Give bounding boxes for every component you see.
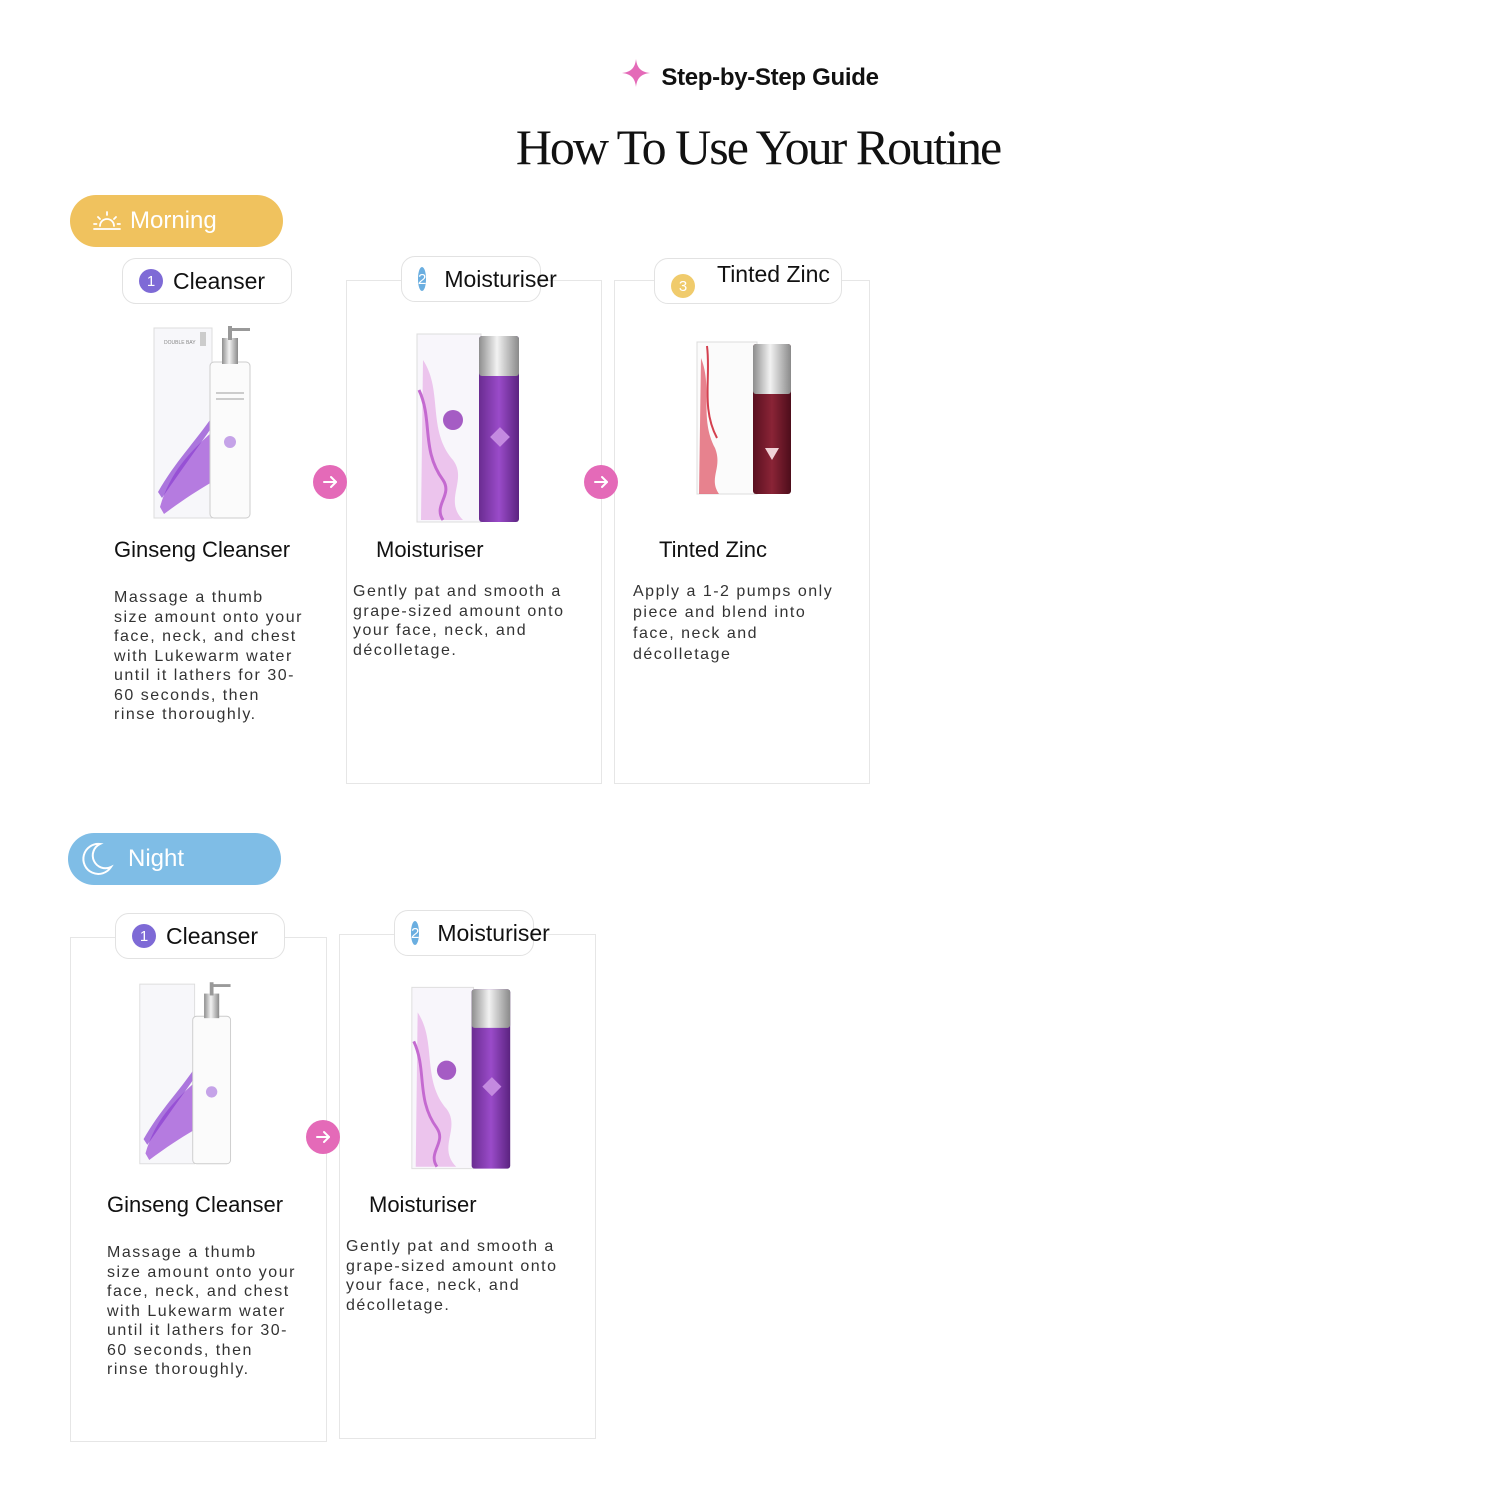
night-badge xyxy=(68,833,281,885)
night-label: Night xyxy=(128,845,185,872)
product-instructions: Apply a 1-2 pumps only piece and blend into face, neck and décolletage xyxy=(633,583,834,663)
product-name: Ginseng Cleanser xyxy=(107,1192,284,1217)
product-name: Moisturiser xyxy=(376,537,484,562)
sunrise-icon xyxy=(92,209,122,233)
product-instructions: Massage a thumb size amount onto your face, neck, and chest with Lukewarm water until it lathers for 30-60 seconds, then rinse thoroughly. xyxy=(114,589,303,723)
step-number: 2 xyxy=(411,921,419,945)
svg-text:DOUBLE BAY: DOUBLE BAY xyxy=(164,340,196,346)
tag-label: Moisturiser xyxy=(444,265,557,292)
eyebrow-text: Step-by-Step Guide xyxy=(661,63,879,91)
guide-eyebrow xyxy=(0,62,1500,95)
product-name: Ginseng Cleanser xyxy=(114,537,291,562)
arrow-right-icon xyxy=(320,472,340,492)
cleanser-product-image xyxy=(150,322,260,527)
product-instructions: Massage a thumb size amount onto your face, neck, and chest with Lukewarm water until it lathers for 30-60 seconds, then rinse thoroughly. xyxy=(107,1244,296,1378)
step-number: 1 xyxy=(139,269,163,293)
moon-icon xyxy=(80,841,114,877)
tag-label: Cleanser xyxy=(166,922,259,949)
next-step-arrow xyxy=(313,465,347,499)
arrow-right-icon xyxy=(313,1127,333,1147)
product-name: Moisturiser xyxy=(369,1192,477,1217)
page-title: How To Use Your Routine xyxy=(515,119,1001,175)
tinted-zinc-product-image xyxy=(693,338,797,503)
morning-badge xyxy=(70,195,283,247)
step-number: 1 xyxy=(132,924,156,948)
tag-label: Tinted Zinc xyxy=(717,260,830,287)
morning-tag-cleanser xyxy=(122,258,292,304)
product-name: Tinted Zinc xyxy=(659,537,768,562)
step-number: 2 xyxy=(418,267,426,291)
product-instructions: Gently pat and smooth a grape-sized amount onto your face, neck, and décolletage. xyxy=(353,583,565,659)
step-number: 3 xyxy=(671,274,695,298)
tag-label: Cleanser xyxy=(173,267,266,294)
moisturiser-product-image xyxy=(413,330,525,531)
product-instructions: Gently pat and smooth a grape-sized amount onto your face, neck, and décolletage. xyxy=(346,1238,558,1314)
tag-label: Moisturiser xyxy=(437,919,550,946)
cleanser-product-image xyxy=(136,975,240,1176)
next-step-arrow xyxy=(584,465,618,499)
night-tag-moisturiser xyxy=(394,910,550,956)
sparkle-icon xyxy=(621,58,651,95)
morning-tag-moisturiser xyxy=(401,256,557,302)
morning-tag-tinted-zinc xyxy=(654,258,842,304)
moisturiser-product-image xyxy=(408,983,516,1178)
next-step-arrow xyxy=(306,1120,340,1154)
morning-label: Morning xyxy=(130,207,217,234)
night-tag-cleanser xyxy=(115,913,285,959)
arrow-right-icon xyxy=(591,472,611,492)
